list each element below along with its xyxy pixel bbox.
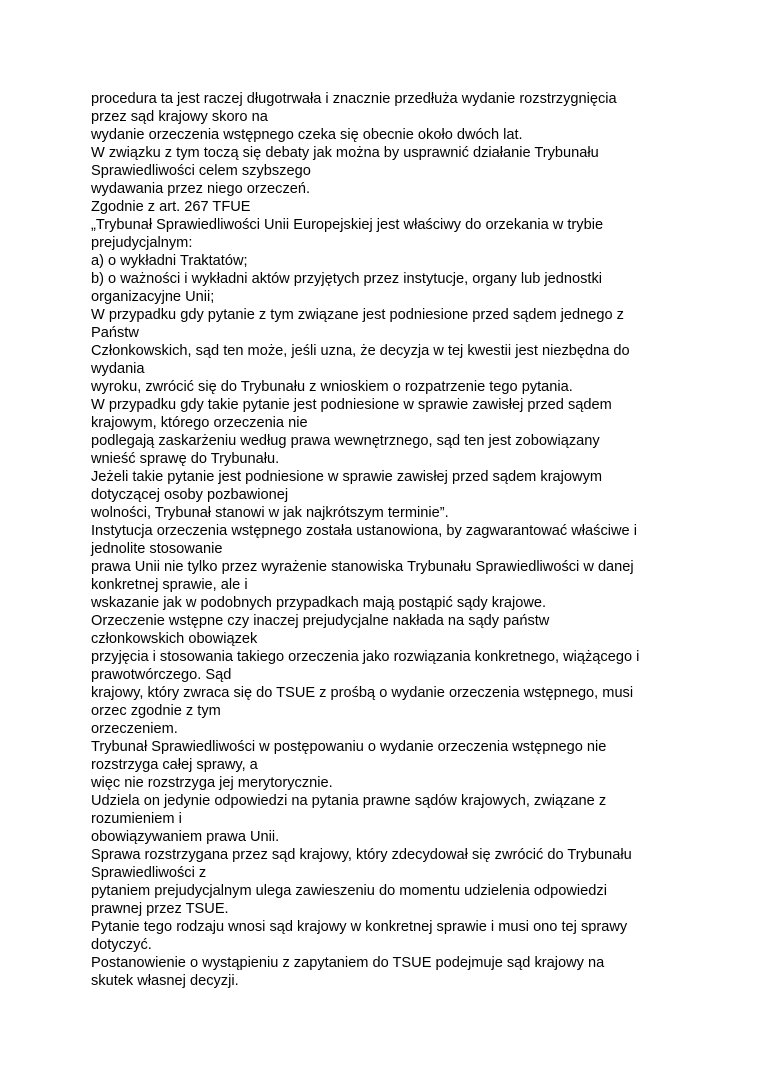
text-line: W przypadku gdy pytanie z tym związane jest podniesione przed sądem jednego z [91, 307, 624, 323]
text-line: organizacyjne Unii; [91, 289, 215, 305]
text-line: Członkowskich, sąd ten może, jeśli uzna, że decyzja w tej kwestii jest niezbędna do [91, 343, 630, 359]
text-line: W przypadku gdy takie pytanie jest podniesione w sprawie zawisłej przed sądem [91, 397, 612, 413]
text-line: procedura ta jest raczej długotrwała i znacznie przedłuża wydanie rozstrzygnięcia [91, 91, 617, 107]
text-line: przez sąd krajowy skoro na [91, 109, 268, 125]
text-line: prawnej przez TSUE. [91, 901, 229, 917]
text-line: obowiązywaniem prawa Unii. [91, 829, 280, 845]
text-line: przyjęcia i stosowania takiego orzeczenia jako rozwiązania konkretnego, wiążącego i [91, 649, 640, 665]
text-line: jednolite stosowanie [91, 541, 223, 557]
text-line: Państw [91, 325, 139, 341]
text-line: dotyczyć. [91, 937, 152, 953]
text-line: dotyczącej osoby pozbawionej [91, 487, 289, 503]
text-line: wydania [91, 361, 145, 377]
text-line: członkowskich obowiązek [91, 631, 258, 647]
text-line: Sprawiedliwości celem szybszego [91, 163, 311, 179]
text-line: Zgodnie z art. 267 TFUE [91, 199, 251, 215]
text-line: prejudycjalnym: [91, 235, 193, 251]
text-line: Pytanie tego rodzaju wnosi sąd krajowy w konkretnej sprawie i musi ono tej sprawy [91, 919, 628, 935]
text-line: „Trybunał Sprawiedliwości Unii Europejskiej jest właściwy do orzekania w trybie [91, 217, 604, 233]
text-line: Jeżeli takie pytanie jest podniesione w sprawie zawisłej przed sądem krajowym [91, 469, 603, 485]
text-line: wolności, Trybunał stanowi w jak najkrótszym terminie”. [91, 505, 449, 521]
text-line: wnieść sprawę do Trybunału. [91, 451, 280, 467]
text-line: wskazanie jak w podobnych przypadkach mają postąpić sądy krajowe. [91, 595, 547, 611]
text-line: wyroku, zwrócić się do Trybunału z wnioskiem o rozpatrzenie tego pytania. [91, 379, 573, 395]
text-line: a) o wykładni Traktatów; [91, 253, 248, 269]
text-line: Udziela on jedynie odpowiedzi na pytania prawne sądów krajowych, związane z [91, 793, 607, 809]
text-line: wydanie orzeczenia wstępnego czeka się obecnie około dwóch lat. [91, 127, 523, 143]
text-line: Postanowienie o wystąpieniu z zapytaniem do TSUE podejmuje sąd krajowy na [91, 955, 605, 971]
text-line: orzec zgodnie z tym [91, 703, 221, 719]
text-line: rozumieniem i [91, 811, 182, 827]
text-line: pytaniem prejudycjalnym ulega zawieszeniu do momentu udzielenia odpowiedzi [91, 883, 607, 899]
text-line: Trybunał Sprawiedliwości w postępowaniu o wydanie orzeczenia wstępnego nie [91, 739, 607, 755]
text-line: prawa Unii nie tylko przez wyrażenie stanowiska Trybunału Sprawiedliwości w danej [91, 559, 634, 575]
text-line: krajowym, którego orzeczenia nie [91, 415, 308, 431]
text-line: b) o ważności i wykładni aktów przyjętych przez instytucje, organy lub jednostki [91, 271, 603, 287]
text-line: Sprawiedliwości z [91, 865, 207, 881]
text-line: wydawania przez niego orzeczeń. [91, 181, 311, 197]
text-line: prawotwórczego. Sąd [91, 667, 232, 683]
text-line: Sprawa rozstrzygana przez sąd krajowy, który zdecydował się zwrócić do Trybunału [91, 847, 632, 863]
text-line: więc nie rozstrzyga jej merytorycznie. [91, 775, 333, 791]
text-line: Instytucja orzeczenia wstępnego została ustanowiona, by zagwarantować właściwe i [91, 523, 637, 539]
text-line: rozstrzyga całej sprawy, a [91, 757, 258, 773]
text-line: orzeczeniem. [91, 721, 178, 737]
text-line: skutek własnej decyzji. [91, 973, 239, 989]
text-line: W związku z tym toczą się debaty jak można by usprawnić działanie Trybunału [91, 145, 599, 161]
text-line: Orzeczenie wstępne czy inaczej prejudycjalne nakłada na sądy państw [91, 613, 550, 629]
document-page [91, 90, 671, 990]
text-line: krajowy, który zwraca się do TSUE z prośbą o wydanie orzeczenia wstępnego, musi [91, 685, 634, 701]
text-line: podlegają zaskarżeniu według prawa wewnętrznego, sąd ten jest zobowiązany [91, 433, 600, 449]
text-line: konkretnej sprawie, ale i [91, 577, 248, 593]
